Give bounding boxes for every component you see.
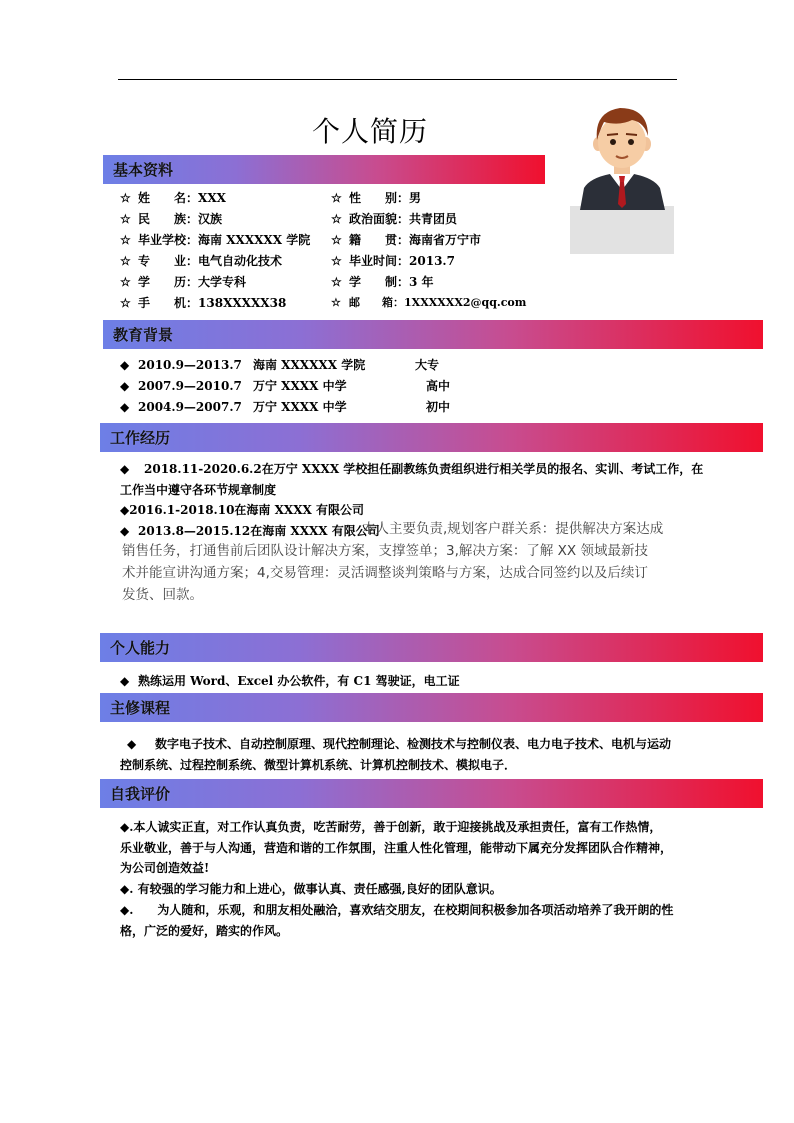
section-education-title: 教育背景	[113, 326, 174, 344]
work-item-3-desc: 术并能宣讲沟通方案；4,交易管理：灵活调整谈判策略与方案，达成合同签约以及后续订	[122, 565, 648, 581]
diamond-bullet-icon: ◆	[120, 462, 130, 476]
section-ability-title: 个人能力	[110, 639, 171, 657]
avatar	[570, 100, 675, 254]
section-courses-bar	[100, 693, 763, 722]
info-hometown: ☆ 籍 贯：海南省万宁市	[331, 233, 482, 247]
star-icon: ☆	[120, 212, 131, 226]
info-gender: ☆ 性 别：男	[331, 191, 422, 205]
star-icon: ☆	[331, 191, 342, 205]
section-education-bar	[103, 320, 763, 349]
star-icon: ☆	[120, 254, 131, 268]
star-icon: ☆	[331, 275, 342, 289]
star-icon: ☆	[120, 233, 131, 247]
info-school: ☆ 毕业学校：海南 XXXXXX 学院	[120, 233, 311, 247]
section-self-bar	[100, 779, 763, 808]
star-icon: ☆	[120, 296, 131, 310]
work-item-1-cont: 工作当中遵守各环节规章制度	[120, 483, 277, 497]
diamond-bullet-icon: ◆	[120, 503, 130, 517]
photo-placeholder	[570, 206, 674, 254]
info-email: ☆ 邮 箱：1XXXXXX2@qq.com	[331, 296, 527, 309]
courses-line: ◆ 数字电子技术、自动控制原理、现代控制理论、检测技术与控制仪表、电力电子技术、电机与运动	[127, 737, 672, 751]
self-eval-line: 乐业敬业，善于与人沟通，营造和谐的工作氛围，注重人性化管理，能带动下属充分发挥团队合作精神，	[120, 841, 673, 855]
person-illustration-icon	[570, 100, 675, 210]
star-icon: ☆	[120, 275, 131, 289]
star-icon: ☆	[331, 212, 342, 226]
star-icon: ☆	[331, 296, 341, 309]
star-icon: ☆	[331, 233, 342, 247]
diamond-bullet-icon: ◆	[120, 674, 130, 688]
section-work-title: 工作经历	[110, 429, 171, 447]
diamond-bullet-icon: ◆	[120, 400, 130, 414]
self-eval-line: 格，广泛的爱好，踏实的作风。	[120, 924, 289, 938]
info-name: ☆ 姓 名：XXX	[120, 191, 226, 205]
section-basic-bar	[103, 155, 545, 184]
self-eval-line: 为公司创造效益!	[120, 861, 210, 875]
edu-row: ◆ 2010.9—2013.7 海南 XXXXXX 学院 大专	[120, 358, 440, 372]
work-item-1: ◆ 2018.11-2020.6.2在万宁 XXXX 学校担任副教练负责组织进行相关学员的报名、实训、考试工作，在	[120, 462, 704, 476]
info-phone: ☆ 手 机：138XXXXX38	[120, 296, 287, 310]
info-ethnicity: ☆ 民 族：汉族	[120, 212, 223, 226]
work-item-3: ◆ 2013.8—2015.12在海南 XXXX 有限公司	[120, 524, 380, 538]
diamond-bullet-icon: ◆	[120, 358, 130, 372]
section-courses-title: 主修课程	[110, 699, 171, 717]
self-eval-line: ◆.本人诚实正直，对工作认真负责，吃苦耐劳，善于创新，敢于迎接挑战及承担责任，富有工作热情，	[120, 820, 662, 834]
section-basic-title: 基本资料	[113, 161, 174, 179]
info-duration: ☆ 学 制：3 年	[331, 275, 434, 289]
page-title: 个人简历	[311, 115, 428, 148]
section-ability-bar	[100, 633, 763, 662]
section-work-bar	[100, 423, 763, 452]
self-eval-line: ◆. 有较强的学习能力和上进心，做事认真、责任感强,良好的团队意识。	[120, 882, 502, 896]
diamond-bullet-icon: ◆	[127, 737, 137, 751]
work-item-3-desc: 销售任务，打通售前后团队设计解决方案，支撑签单；3,解决方案：了解 XX 领域最新技	[122, 543, 648, 559]
diamond-bullet-icon: ◆	[120, 379, 130, 393]
info-political: ☆ 政治面貌：共青团员	[331, 212, 458, 226]
section-self-title: 自我评价	[110, 785, 171, 803]
diamond-bullet-icon: ◆	[120, 524, 130, 538]
edu-row: ◆ 2004.9—2007.7 万宁 XXXX 中学 初中	[120, 400, 451, 414]
work-item-2: ◆2016.1-2018.10在海南 XXXX 有限公司	[120, 503, 365, 517]
edu-row: ◆ 2007.9—2010.7 万宁 XXXX 中学 高中	[120, 379, 451, 393]
self-eval-line: ◆. 为人随和，乐观，和朋友相处融洽，喜欢结交朋友，在校期间积极参加各项活动培养了我开朗的性	[120, 903, 674, 917]
info-degree: ☆ 学 历：大学专科	[120, 275, 247, 289]
work-item-3-desc: 本人主要负责,规划客户群关系：提供解决方案达成	[362, 521, 664, 537]
ability-item: ◆ 熟练运用 Word、Excel 办公软件，有 C1 驾驶证，电工证	[120, 674, 460, 688]
work-item-3-desc: 发货、回款。	[122, 587, 203, 603]
star-icon: ☆	[331, 254, 342, 268]
courses-line: 控制系统、过程控制系统、微型计算机系统、计算机控制技术、模拟电子．	[120, 758, 517, 772]
star-icon: ☆	[120, 191, 131, 205]
info-graduation: ☆ 毕业时间：2013.7	[331, 254, 455, 268]
info-major: ☆ 专 业：电气自动化技术	[120, 254, 283, 268]
top-rule	[118, 79, 677, 80]
